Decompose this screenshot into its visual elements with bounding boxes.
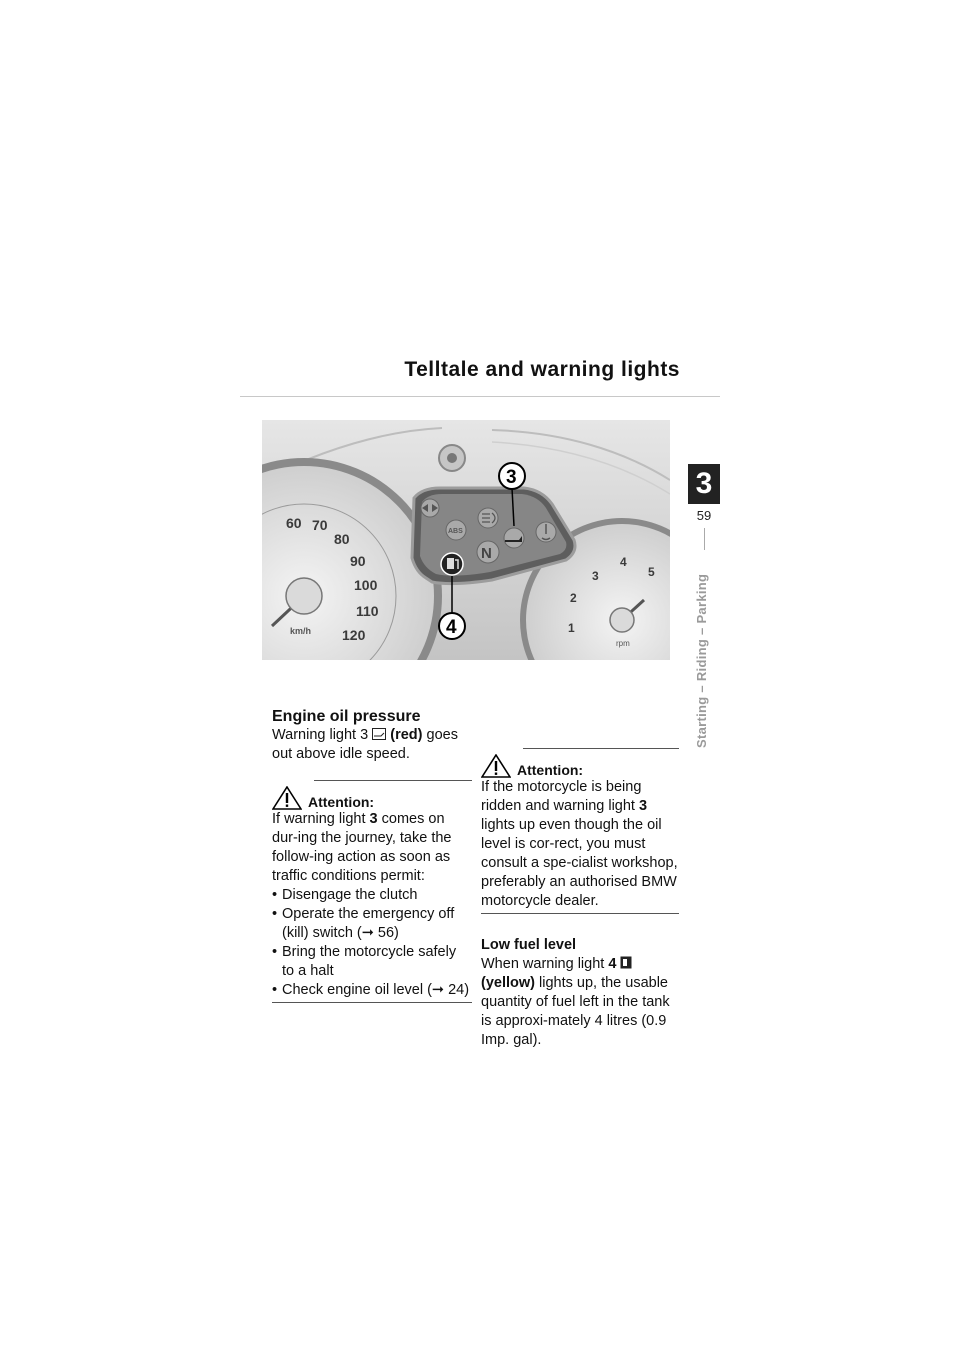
oil-intro-b: goes out above idle speed. <box>272 727 458 762</box>
fuel-pump-icon <box>620 956 632 969</box>
speedo-number: 70 <box>312 517 328 533</box>
oil-can-icon <box>372 728 386 740</box>
fuel-text: When warning light 4 (yellow) lights up, the usable quantity of fuel left in the tank is approxi-mately 4 litres (0.9 Imp. gal). <box>481 956 670 1048</box>
abs-label: ABS <box>448 528 463 535</box>
speedo-number: 80 <box>334 531 350 547</box>
oil-intro <box>272 726 472 764</box>
speedo-number: 120 <box>342 627 366 643</box>
att-text-a: If warning light <box>272 811 370 827</box>
side-label: Starting – Riding – Parking <box>694 573 709 748</box>
attention-box-oil <box>272 780 472 1003</box>
chapter-tab: 3 <box>688 464 720 504</box>
callout-4-label: 4 <box>446 617 457 638</box>
list-item: • Operate the emergency off (kill) switch (➞ 56) <box>272 906 455 941</box>
page-number: 59 <box>696 508 712 523</box>
list-item: • Disengage the clutch <box>272 887 418 903</box>
oil-intro-color: (red) <box>390 727 423 743</box>
tacho-number: 5 <box>648 565 655 579</box>
side-rule <box>704 528 705 550</box>
section-heading-low-fuel: Low fuel level <box>481 937 577 953</box>
list-item: • Check engine oil level (➞ 24) <box>272 982 470 998</box>
attention-label-right: Attention: <box>517 762 584 778</box>
tacho-unit: rpm <box>616 639 630 648</box>
speedo-unit: km/h <box>290 626 312 636</box>
left-column <box>272 708 472 1003</box>
speedo-number: 110 <box>356 603 379 619</box>
tacho-number: 4 <box>620 555 627 569</box>
tacho-number: 1 <box>568 621 575 635</box>
right-column <box>481 748 679 1050</box>
tacho-number: 3 <box>592 569 599 583</box>
attention-text-oil <box>272 810 472 886</box>
attention-box-right <box>481 748 679 914</box>
list-item: • Bring the motorcycle safely to a halt <box>272 944 457 979</box>
oil-intro-a: Warning light 3 <box>272 727 373 743</box>
instrument-cluster-figure <box>262 420 670 660</box>
tacho-number: 2 <box>570 591 577 605</box>
warning-triangle-icon <box>272 786 302 810</box>
neutral-label: N <box>481 545 492 562</box>
title-rule <box>240 396 720 397</box>
speedo-number: 60 <box>286 515 302 531</box>
att-num: 3 <box>369 811 378 827</box>
warning-triangle-icon <box>481 754 511 778</box>
att-text-b: comes on dur-ing the journey, take the follow-ing action as soon as traffic conditions permit: <box>272 811 452 884</box>
callout-3-label: 3 <box>506 467 517 488</box>
section-heading-oil-pressure: Engine oil pressure <box>272 708 421 725</box>
speedo-number: 100 <box>354 577 378 593</box>
speedo-number: 90 <box>350 553 366 569</box>
attention-label-oil: Attention: <box>308 794 375 810</box>
attention-text-right: If the motorcycle is being ridden and warning light 3 lights up even though the oil level is cor-rect, you must consult a spe-cialist workshop, preferably an authorised BMW motorcycle dealer. <box>481 779 678 909</box>
page-title: Telltale and warning lights <box>404 358 680 381</box>
action-list <box>272 886 472 1000</box>
